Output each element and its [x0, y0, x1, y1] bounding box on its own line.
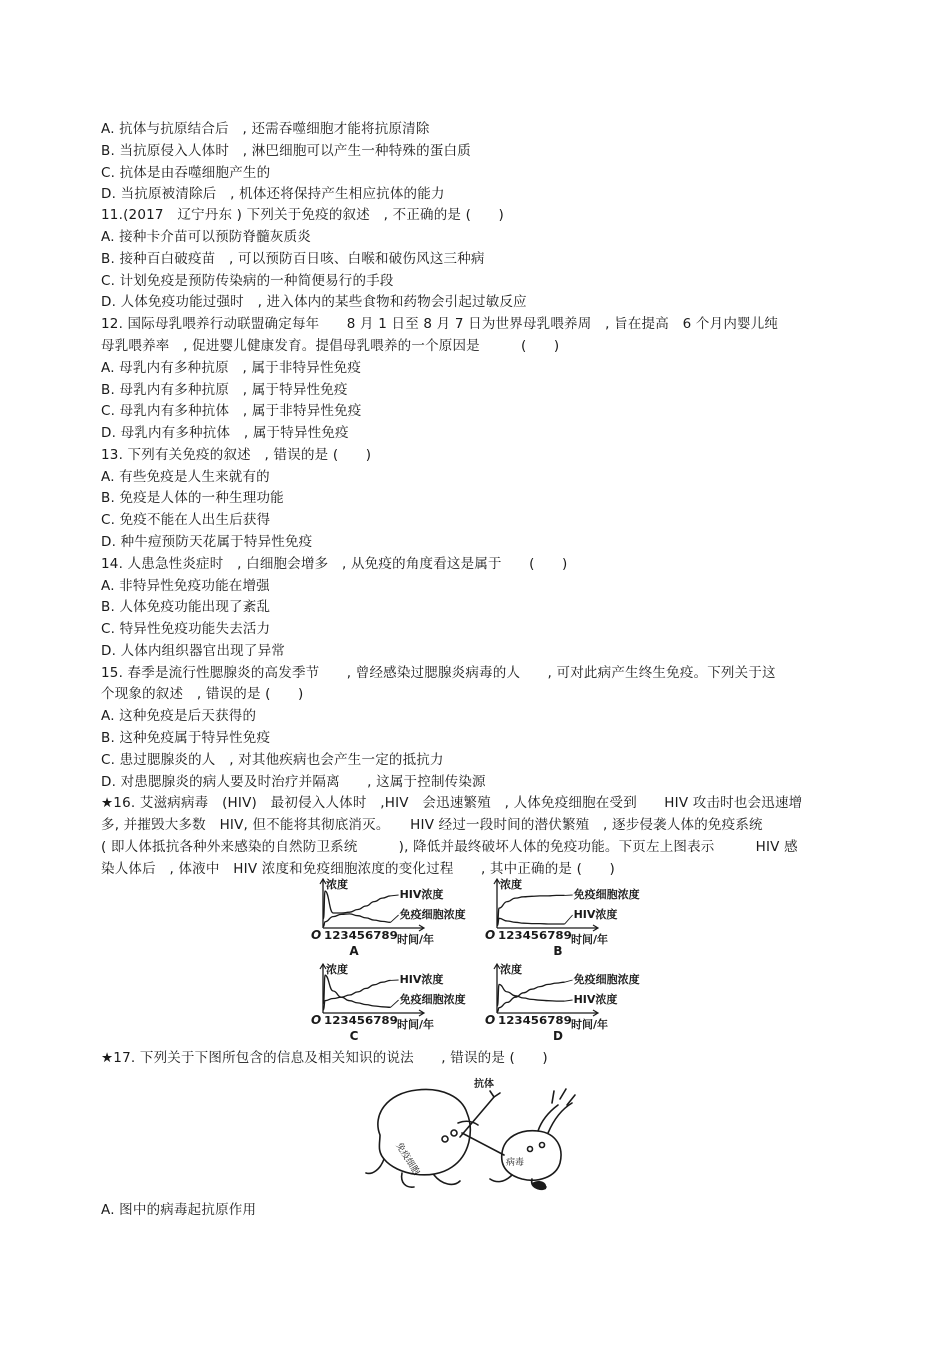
q15-option-b: B. 这种免疫属于特异性免疫 — [101, 730, 271, 746]
legend-label-hiv: HIV浓度 — [573, 908, 618, 921]
hiv-graph-b — [485, 878, 655, 958]
q11-option-d: D. 人体免疫功能过强时 , 进入体内的某些食物和药物会引起过敏反应 — [101, 294, 527, 310]
series-line-hiv — [324, 980, 391, 1010]
leader-line-immune-cell — [565, 980, 573, 982]
graph-letter-c: C — [349, 1029, 359, 1043]
legend-label-immune-cell: 免疫细胞浓度 — [573, 973, 640, 986]
q17-option-a: A. 图中的病毒起抗原作用 — [101, 1202, 257, 1218]
q10-option-b: B. 当抗原侵入人体时 , 淋巴细胞可以产生一种特殊的蛋白质 — [101, 143, 471, 159]
q10-option-d: D. 当抗原被清除后 , 机体还将保持产生相应抗体的能力 — [101, 186, 445, 202]
series-line-hiv — [324, 891, 391, 919]
virus-spot — [532, 1181, 546, 1190]
q11-option-a: A. 接种卡介苗可以预防脊髓灰质炎 — [101, 229, 311, 245]
leader-line-hiv — [565, 1000, 573, 1001]
x-axis-label: 时间/年 — [397, 933, 435, 946]
legend-label-immune-cell: 免疫细胞浓度 — [399, 993, 466, 1006]
q13-option-a: A. 有些免疫是人生来就有的 — [101, 469, 270, 485]
immune-cell-label: 免疫细胞 — [393, 1141, 422, 1178]
q15-option-c: C. 患过腮腺炎的人 , 对其他疾病也会产生一定的抵抗力 — [101, 752, 444, 768]
hiv-graph-c — [311, 963, 481, 1043]
x-tick-labels: 123456789 — [498, 929, 572, 942]
hiv-graph-d — [485, 963, 655, 1043]
antibody-spear — [460, 1097, 494, 1137]
legend-label-hiv: HIV浓度 — [399, 973, 444, 986]
series-line-immune-cell — [498, 982, 565, 1012]
q14-option-a: A. 非特异性免疫功能在增强 — [101, 578, 270, 594]
x-tick-labels: 123456789 — [324, 1014, 398, 1027]
q10-option-c: C. 抗体是由吞噬细胞产生的 — [101, 165, 271, 181]
virus-body — [502, 1131, 561, 1181]
q11-option-b: B. 接种百白破疫苗 , 可以预防百日咳、白喉和破伤风这三种病 — [101, 251, 485, 267]
legend-label-hiv: HIV浓度 — [573, 993, 618, 1006]
x-axis-label: 时间/年 — [571, 933, 609, 946]
q16-stem-line1: ★16. 艾滋病病毒 (HIV) 最初侵入人体时 ,HIV 会迅速繁殖 , 人体免疫细胞在受到 HIV 攻击时也会迅速增 — [101, 795, 803, 811]
origin-label: O — [485, 928, 496, 942]
y-axis-label: 浓度 — [500, 963, 522, 976]
series-line-immune-cell — [324, 975, 391, 1007]
series-line-hiv — [498, 918, 565, 925]
q10-option-a: A. 抗体与抗原结合后 , 还需吞噬细胞才能将抗原清除 — [101, 121, 430, 137]
immune-cartoon — [362, 1075, 587, 1193]
q16-stem-line3: ( 即人体抵抗各种外来感染的自然防卫系统 ), 降低并最终破坏人体的免疫功能。下页左上图表示 HIV 感 — [101, 839, 798, 855]
q15-option-a: A. 这种免疫是后天获得的 — [101, 708, 257, 724]
q12-option-d: D. 母乳内有多种抗体 , 属于特异性免疫 — [101, 425, 349, 441]
legend-label-immune-cell: 免疫细胞浓度 — [573, 888, 640, 901]
q13-stem: 13. 下列有关免疫的叙述 , 错误的是 ( ) — [101, 447, 372, 463]
origin-label: O — [485, 1013, 496, 1027]
graph-letter-d: D — [553, 1029, 563, 1043]
leader-line-immune-cell — [391, 1000, 399, 1007]
q13-option-c: C. 免疫不能在人出生后获得 — [101, 512, 271, 528]
q12-stem-line1: 12. 国际母乳喂养行动联盟确定每年 8 月 1 日至 8 月 7 日为世界母乳喂养周 , 旨在提高 6 个月内婴儿纯 — [101, 316, 779, 332]
series-line-immune-cell — [498, 895, 565, 923]
x-axis-label: 时间/年 — [397, 1018, 435, 1031]
leader-line-hiv — [565, 915, 573, 924]
q15-option-d: D. 对患腮腺炎的病人要及时治疗并隔离 , 这属于控制传染源 — [101, 774, 486, 790]
graph-letter-a: A — [349, 944, 359, 958]
origin-label: O — [311, 928, 322, 942]
y-axis-label: 浓度 — [326, 878, 348, 891]
q16-stem-line4: 染人体后 , 体液中 HIV 浓度和免疫细胞浓度的变化过程 , 其中正确的是 ( ) — [101, 861, 615, 877]
q14-option-c: C. 特异性免疫功能失去活力 — [101, 621, 271, 637]
x-tick-labels: 123456789 — [498, 1014, 572, 1027]
q13-option-d: D. 种牛痘预防天花属于特异性免疫 — [101, 534, 313, 550]
y-axis-label: 浓度 — [326, 963, 348, 976]
q15-stem-line1: 15. 春季是流行性腮腺炎的高发季节 , 曾经感染过腮腺炎病毒的人 , 可对此病产生终生免疫。下列关于这 — [101, 665, 776, 681]
q12-option-c: C. 母乳内有多种抗体 , 属于非特异性免疫 — [101, 403, 362, 419]
q12-option-a: A. 母乳内有多种抗原 , 属于非特异性免疫 — [101, 360, 362, 376]
leader-line-immune-cell — [391, 915, 399, 922]
hiv-graph-a — [311, 878, 481, 958]
origin-label: O — [311, 1013, 322, 1027]
virus-label: 病毒 — [506, 1158, 525, 1168]
graph-letter-b: B — [553, 944, 563, 958]
antibody-label: 抗体 — [474, 1079, 494, 1090]
q13-option-b: B. 免疫是人体的一种生理功能 — [101, 490, 284, 506]
q11-option-c: C. 计划免疫是预防传染病的一种简便易行的手段 — [101, 273, 394, 289]
q17-stem: ★17. 下列关于下图所包含的信息及相关知识的说法 , 错误的是 ( ) — [101, 1050, 548, 1066]
q11-stem: 11.(2017 辽宁丹东 ) 下列关于免疫的叙述 , 不正确的是 ( ) — [101, 207, 504, 223]
q12-stem-line2: 母乳喂养率 , 促进婴儿健康发育。提倡母乳喂养的一个原因是 ( ) — [101, 338, 560, 354]
q12-option-b: B. 母乳内有多种抗原 , 属于特异性免疫 — [101, 382, 348, 398]
q14-option-d: D. 人体内组织器官出现了异常 — [101, 643, 285, 659]
q14-stem: 14. 人患急性炎症时 , 白细胞会增多 , 从免疫的角度看这是属于 ( ) — [101, 556, 568, 572]
y-axis-label: 浓度 — [500, 878, 522, 891]
q14-option-b: B. 人体免疫功能出现了紊乱 — [101, 599, 271, 615]
legend-label-hiv: HIV浓度 — [399, 888, 444, 901]
leader-line-hiv — [391, 895, 399, 896]
series-line-immune-cell — [324, 914, 391, 927]
legend-label-immune-cell: 免疫细胞浓度 — [399, 908, 466, 921]
q16-stem-line2: 多, 并摧毁大多数 HIV, 但不能将其彻底消灭。 HIV 经过一段时间的潜伏繁殖 , 逐步侵袭人体的免疫系统 — [101, 817, 763, 833]
q15-stem-line2: 个现象的叙述 , 错误的是 ( ) — [101, 686, 304, 702]
x-tick-labels: 123456789 — [324, 929, 398, 942]
x-axis-label: 时间/年 — [571, 1018, 609, 1031]
